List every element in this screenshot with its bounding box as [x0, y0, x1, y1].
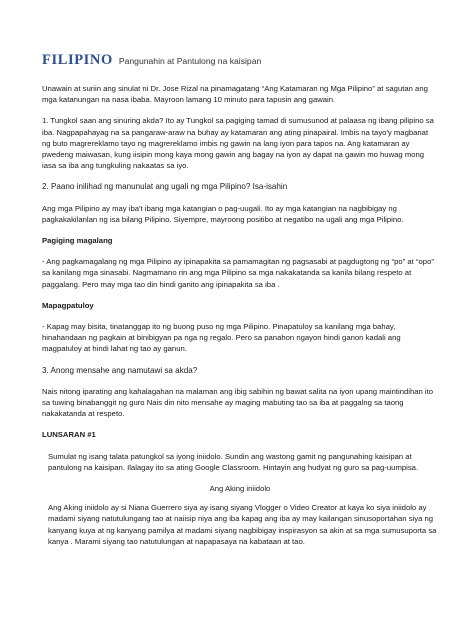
- essay-body: Ang Aking iniidolo ay si Niana Guerrero siya ay isang siyang Vlogger o Video Creator at kaya ko siya iniidolo ay madami siyang natutulungang tao at naiisip niya ang iba kapag ang iba ay may kailangan sinusoportahan siya ng kanyang kuya at ng kanyang pamilya at madami siyang nagbibigay inspirasyon sa akin at sa mga sumusuporta sa kanya . Marami siyang tao natutulungan at napapasaya na kabataan at tao.: [48, 503, 437, 546]
- question-1-answer: 1. Tungkol saan ang sinuring akda? Ito ay Tungkol sa pagiging tamad di sumusunod at palaasa ng ibang pilipino sa iba. Nagpapahayag na sa pangaraw-araw na buhay ay katamaran ang ating pinapairal. Imbis na tayo'y magbanat ng buto magrereklamo tayo ng magrereklamo imbis ng gawin na lang iyon para tapos na. Ang katamaran ay pwedeng maiwasan, kung iisipin mong kaya mong gawin ang bagay na iyon ay dapat na gawin mo huwag mong iasa sa iba ang tungkuling nakaatas sa iyo.: [42, 116, 434, 171]
- essay-title: Ang Aking iniidolo: [209, 484, 271, 494]
- question-2-answer: Ang mga Pilipino ay may iba't ibang mga katangian o pag-uugali. Ito ay mga katangian na nagbibigay ng pagkakakilanlan ng isa bilang Pilipino. Siyempre, mayroong positibo at negatibo na ugali ang mga Pilipino.: [42, 203, 404, 224]
- lunsaran-instructions: Sumulat ng isang talata patungkol sa iyong iniidolo. Sundin ang wastong gamit ng pangunahing kaisipan at pantulong na kaisipan. Ilalagay ito sa ating Google Classroom. Hintayin ang hudyat ng guro sa pag-uumpisa.: [48, 451, 419, 472]
- trait-text-magalang: - Ang pagkamagalang ng mga Pilipino ay ipinapakita sa pamamagitan ng pagsasabi at pagdugtong ng “po” at “opo” sa kanilang mga sinasabi. Nagmamano rin ang mga Pilipino sa mga nakakatanda sa kanila bilang respeto at paggalang. Pero may mga tao din hindi ganito ang ipinapakita sa iba .: [42, 257, 434, 289]
- subject-title: FILIPINO: [42, 52, 113, 68]
- trait-heading-magalang: Pagiging magalang: [42, 236, 113, 246]
- document-header: [42, 52, 438, 69]
- trait-text-mapagpatuloy: - Kapag may bisita, tinatanggap ito ng buong puso ng mga Pilipino. Pinapatuloy sa kanilang mga bahay, hinahandaan ng pagkain at binibigyan pa nga ng regalo. Pero sa panahon ngayon hindi ganon kadali ang magpatuloy at hindi lahat ng tao ay ganun.: [42, 322, 401, 354]
- lesson-subtitle: Pangunahin at Pantulong na kaisipan: [118, 56, 262, 66]
- question-3: 3. Anong mensahe ang namutawi sa akda?: [42, 365, 198, 375]
- question-2: 2. Paano inilihad ng manunulat ang ugali ng mga Pilipino? Isa-isahin: [42, 182, 288, 192]
- instructions-paragraph: Unawain at suriin ang sinulat ni Dr. Jose Rizal na pinamagatang “Ang Katamaran ng Mga Pilipino” at sagutan ang mga katanungan na nasa ibaba. Mayroon lamang 10 minuto para tapusin ang gawain.: [42, 84, 428, 105]
- trait-heading-mapagpatuloy: Mapagpatuloy: [42, 300, 94, 310]
- lunsaran-heading: LUNSARAN #1: [42, 430, 96, 440]
- question-3-answer: Nais nitong iparating ang kahalagahan na malaman ang ibig sabihin ng bawat salita na iyon upang maintindihan ito sa tuwing binabanggit ng guro Nais din nito mensahe ay maging mabuting tao sa iba at paggalng sa taong nakakatanda at respeto.: [42, 386, 434, 419]
